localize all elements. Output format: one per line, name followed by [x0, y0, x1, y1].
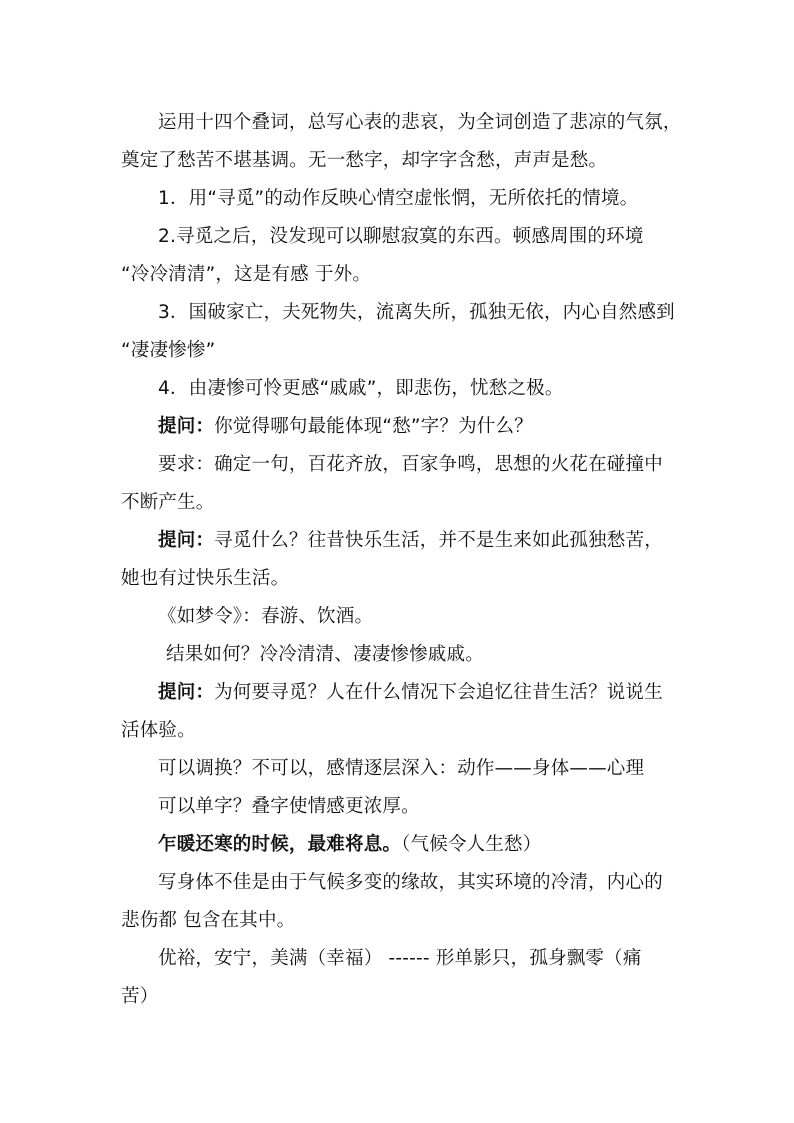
paragraph-line	[121, 902, 691, 940]
line-text: 写身体不佳是由于气候多变的缘故，其实环境的冷清，内心的	[158, 872, 663, 893]
line-text: 2.寻觅之后，没发现可以聊慰寂寞的东西。顿感周围的环境	[158, 226, 644, 247]
paragraph-line	[121, 788, 691, 826]
question-label: 提问：	[158, 416, 215, 437]
line-text: 1．用“寻觅”的动作反映心情空虚怅惘，无所依托的情境。	[158, 188, 639, 209]
line-text: 悲伤都 包含在其中。	[121, 910, 296, 931]
line-text: 运用十四个叠词，总写心表的悲哀，为全词创造了悲凉的气氛，	[158, 112, 682, 133]
line-text: “冷冷清清”，这是有感 于外。	[121, 264, 372, 285]
paragraph-line	[121, 940, 691, 978]
quote-text: 乍暖还寒的时候，最难将息。	[158, 834, 402, 855]
line-text: 可以单字？叠字使情感更浓厚。	[158, 796, 420, 817]
line-text: 寻觅什么？往昔快乐生活，并不是生来如此孤独愁苦，	[214, 530, 663, 551]
line-text: 《如梦令》：春游、饮酒。	[158, 606, 374, 627]
question-label: 提问：	[158, 530, 215, 551]
line-text: 为何要寻觅？人在什么情况下会追忆往昔生活？说说生	[214, 682, 663, 703]
list-item-1	[121, 180, 691, 218]
paragraph-line	[121, 332, 691, 370]
paragraph-line	[121, 256, 691, 294]
line-text: 苦）	[121, 986, 159, 1007]
line-text: 活体验。	[121, 720, 196, 741]
line-text: 3．国破家亡，夫死物失，流离失所，孤独无依，内心自然感到	[158, 302, 675, 323]
paragraph-line	[121, 104, 691, 142]
paragraph-line	[121, 712, 691, 750]
line-text: 不断产生。	[121, 492, 215, 513]
line-text: 优裕，安宁，美满（幸福） ------ 形单影只，孤身飘零（痛	[158, 948, 642, 969]
line-text: 她也有过快乐生活。	[121, 568, 290, 589]
paragraph-line	[121, 864, 691, 902]
line-text: 4．由凄惨可怜更感“戚戚”，即悲伤，忧愁之极。	[158, 378, 564, 399]
paragraph-line	[121, 560, 691, 598]
requirement-line	[121, 446, 691, 484]
line-text: 结果如何？冷冷清清、凄凄惨惨戚戚。	[166, 644, 484, 665]
line-text: “凄凄惨惨”	[121, 340, 216, 361]
line-text: 可以调换？不可以，感情逐层深入：动作——身体——心理	[158, 758, 645, 779]
question-label: 提问：	[158, 682, 215, 703]
question-line	[121, 674, 691, 712]
line-text: 要求：确定一句，百花齐放，百家争鸣，思想的火花在碰撞中	[158, 454, 663, 475]
quote-line	[121, 826, 691, 864]
question-line	[121, 522, 691, 560]
question-line	[121, 408, 691, 446]
paragraph-line	[121, 978, 691, 1016]
list-item-3	[121, 294, 691, 332]
list-item-4	[121, 370, 691, 408]
line-text: （气候令人生愁）	[401, 834, 542, 855]
paragraph-line	[121, 598, 691, 636]
paragraph-line	[121, 636, 691, 674]
paragraph-line	[121, 750, 691, 788]
document-body	[121, 104, 691, 1016]
line-text: 你觉得哪句最能体现“愁”字？为什么？	[214, 416, 533, 437]
paragraph-line	[121, 484, 691, 522]
line-text: 奠定了愁苦不堪基调。无一愁字，却字字含愁，声声是愁。	[121, 150, 608, 171]
paragraph-line	[121, 142, 691, 180]
list-item-2	[121, 218, 691, 256]
